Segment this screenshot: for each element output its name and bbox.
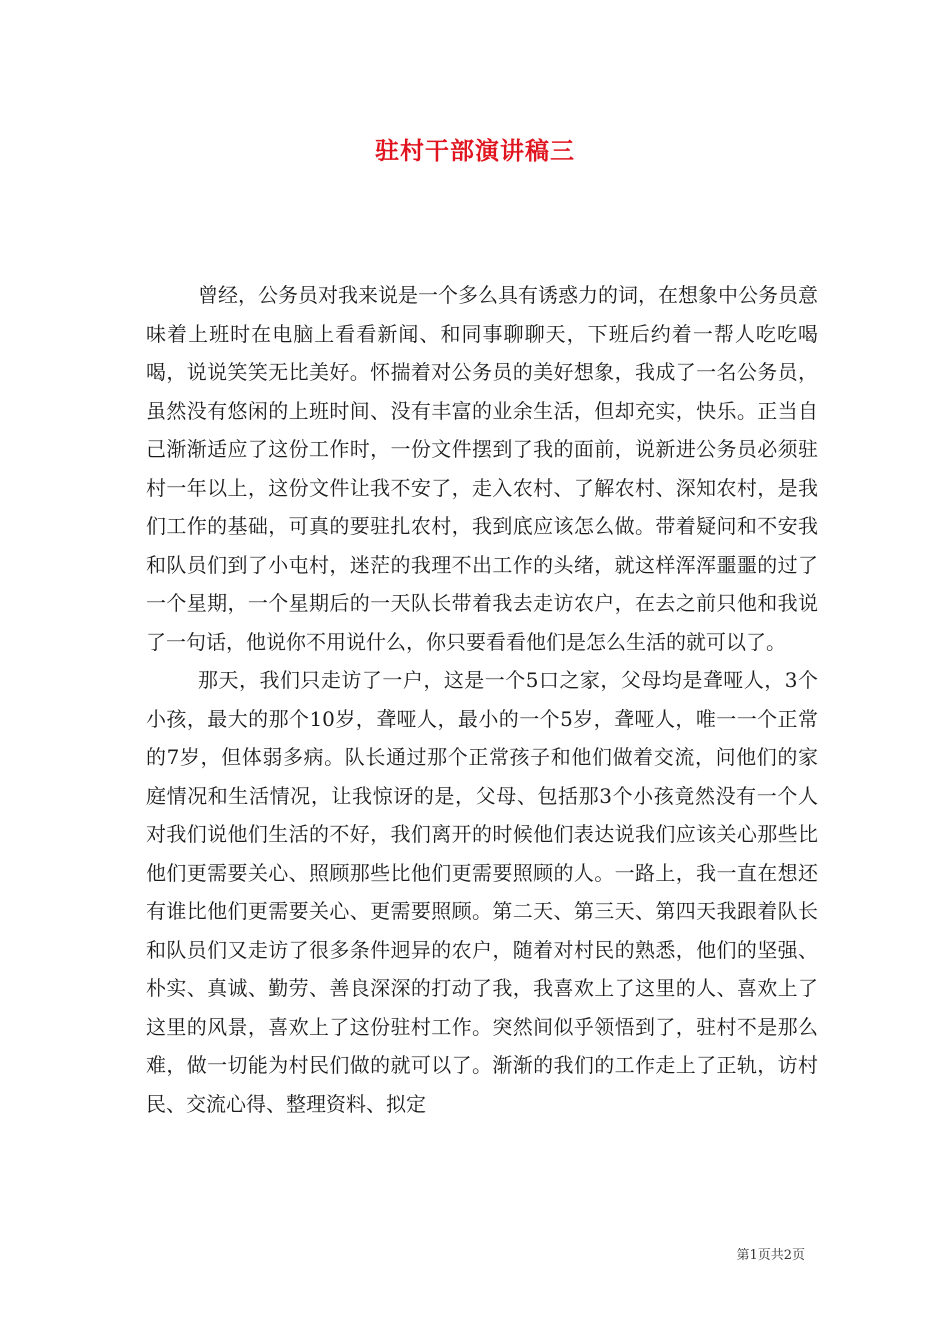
page-number: 第1页共2页 (736, 1248, 805, 1263)
document-body (146, 276, 818, 1123)
paragraph-2: 那天，我们只走访了一户，这是一个5口之家，父母均是聋哑人，3个小孩，最大的那个10岁，聋哑人，最小的一个5岁，聋哑人，唯一一个正常的7岁，但体弱多病。队长通过那个正常孩子和他们做着交流，问他们的家庭情况和生活情况，让我惊讶的是，父母、包括那3个小孩竟然没有一个人对我们说他们生活的不好，我们离开的时候他们表达说我们应该关心那些比他们更需要关心、照顾那些比他们更需要照顾的人。一路上，我一直在想还有谁比他们更需要关心、更需要照顾。第二天、第三天、第四天我跟着队长和队员们又走访了很多条件迥异的农户，随着对村民的熟悉，他们的坚强、朴实、真诚、勤劳、善良深深的打动了我，我喜欢上了这里的人、喜欢上了这里的风景，喜欢上了这份驻村工作。突然间似乎领悟到了，驻村不是那么难，做一切能为村民们做的就可以了。渐渐的我们的工作走上了正轨，访村民、交流心得、整理资料、拟定 (146, 668, 818, 1116)
paragraph-1: 曾经，公务员对我来说是一个多么具有诱惑力的词，在想象中公务员意味着上班时在电脑上看看新闻、和同事聊聊天，下班后约着一帮人吃吃喝喝，说说笑笑无比美好。怀揣着对公务员的美好想象，我成了一名公务员，虽然没有悠闲的上班时间、没有丰富的业余生活，但却充实，快乐。正当自己渐渐适应了这份工作时，一份文件摆到了我的面前，说新进公务员必须驻村一年以上，这份文件让我不安了，走入农村、了解农村、深知农村，是我们工作的基础，可真的要驻扎农村，我到底应该怎么做。带着疑问和不安我和队员们到了小屯村，迷茫的我理不出工作的头绪，就这样浑浑噩噩的过了一个星期，一个星期后的一天队长带着我去走访农户，在去之前只他和我说了一句话，他说你不用说什么，你只要看看他们是怎么生活的就可以了。 (146, 283, 818, 654)
document-title: 驻村干部演讲稿三 (375, 136, 575, 165)
